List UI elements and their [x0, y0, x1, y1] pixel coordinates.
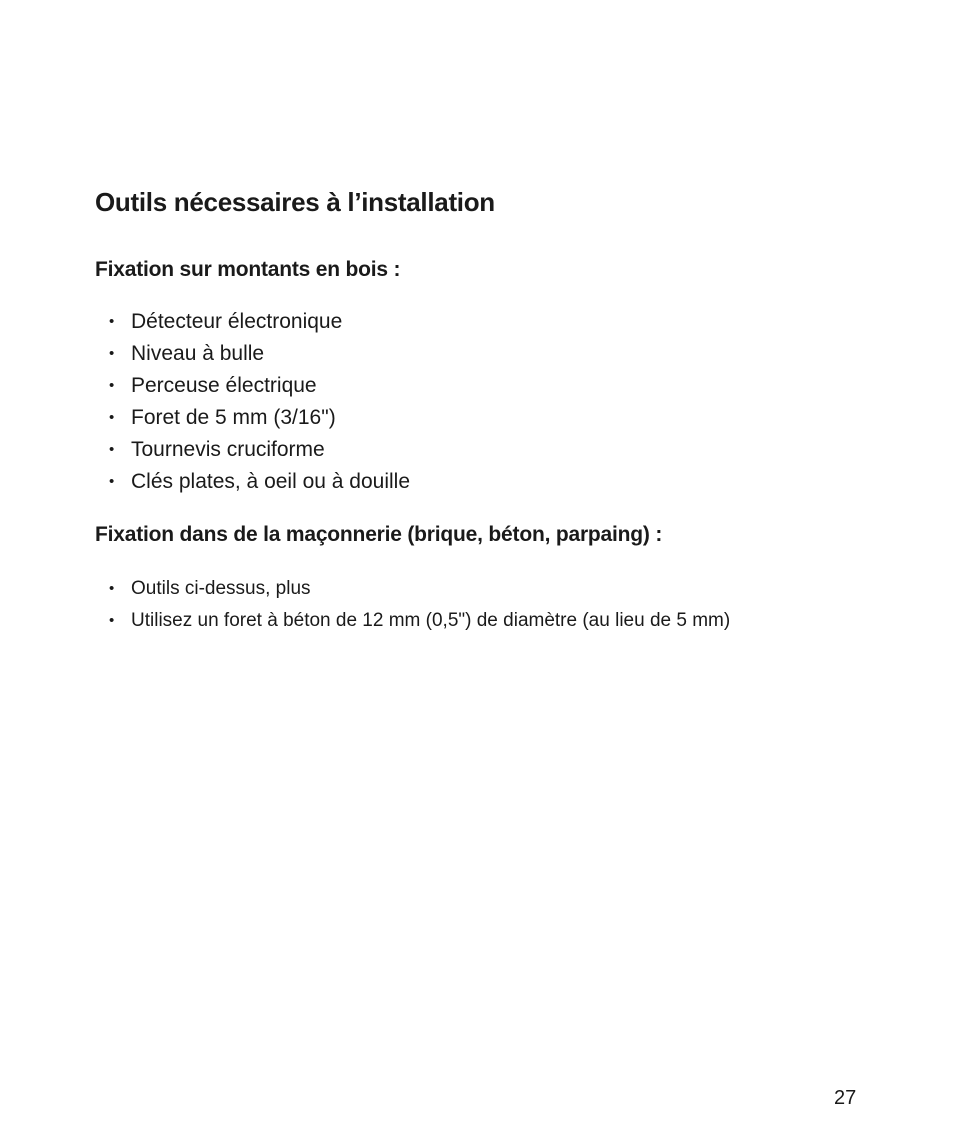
- page-title: Outils nécessaires à l’installation: [95, 187, 495, 217]
- list-item: [0, 436, 410, 468]
- list-item-text: Utilisez un foret à béton de 12 mm (0,5") de diamètre (au lieu de 5 mm): [131, 610, 731, 631]
- list-item: [0, 340, 410, 372]
- bullet-icon: •: [109, 313, 115, 330]
- tool-list-wood-studs: [0, 308, 410, 500]
- list-item: [0, 404, 410, 436]
- list-item: [0, 372, 410, 404]
- list-item: [0, 576, 730, 608]
- list-item-text: Foret de 5 mm (3/16"): [131, 406, 336, 429]
- tool-list-masonry: [0, 576, 730, 640]
- list-item-text: Tournevis cruciforme: [131, 438, 325, 461]
- list-item-text: Outils ci-dessus, plus: [131, 578, 311, 599]
- page-number: 27: [834, 1087, 857, 1109]
- bullet-icon: •: [109, 580, 115, 597]
- list-item-text: Perceuse électrique: [131, 374, 317, 397]
- list-item: [0, 308, 410, 340]
- bullet-icon: •: [109, 377, 115, 394]
- list-item-text: Détecteur électronique: [131, 310, 343, 333]
- list-item: [0, 608, 730, 640]
- list-item: [0, 468, 410, 500]
- list-item-text: Clés plates, à oeil ou à douille: [131, 470, 411, 493]
- bullet-icon: •: [109, 345, 115, 362]
- bullet-icon: •: [109, 473, 115, 490]
- list-item-text: Niveau à bulle: [131, 342, 265, 365]
- bullet-icon: •: [109, 441, 115, 458]
- bullet-icon: •: [109, 612, 115, 629]
- section-heading-wood-studs: Fixation sur montants en bois :: [95, 258, 401, 281]
- bullet-icon: •: [109, 409, 115, 426]
- section-heading-masonry: Fixation dans de la maçonnerie (brique, béton, parpaing) :: [95, 523, 663, 546]
